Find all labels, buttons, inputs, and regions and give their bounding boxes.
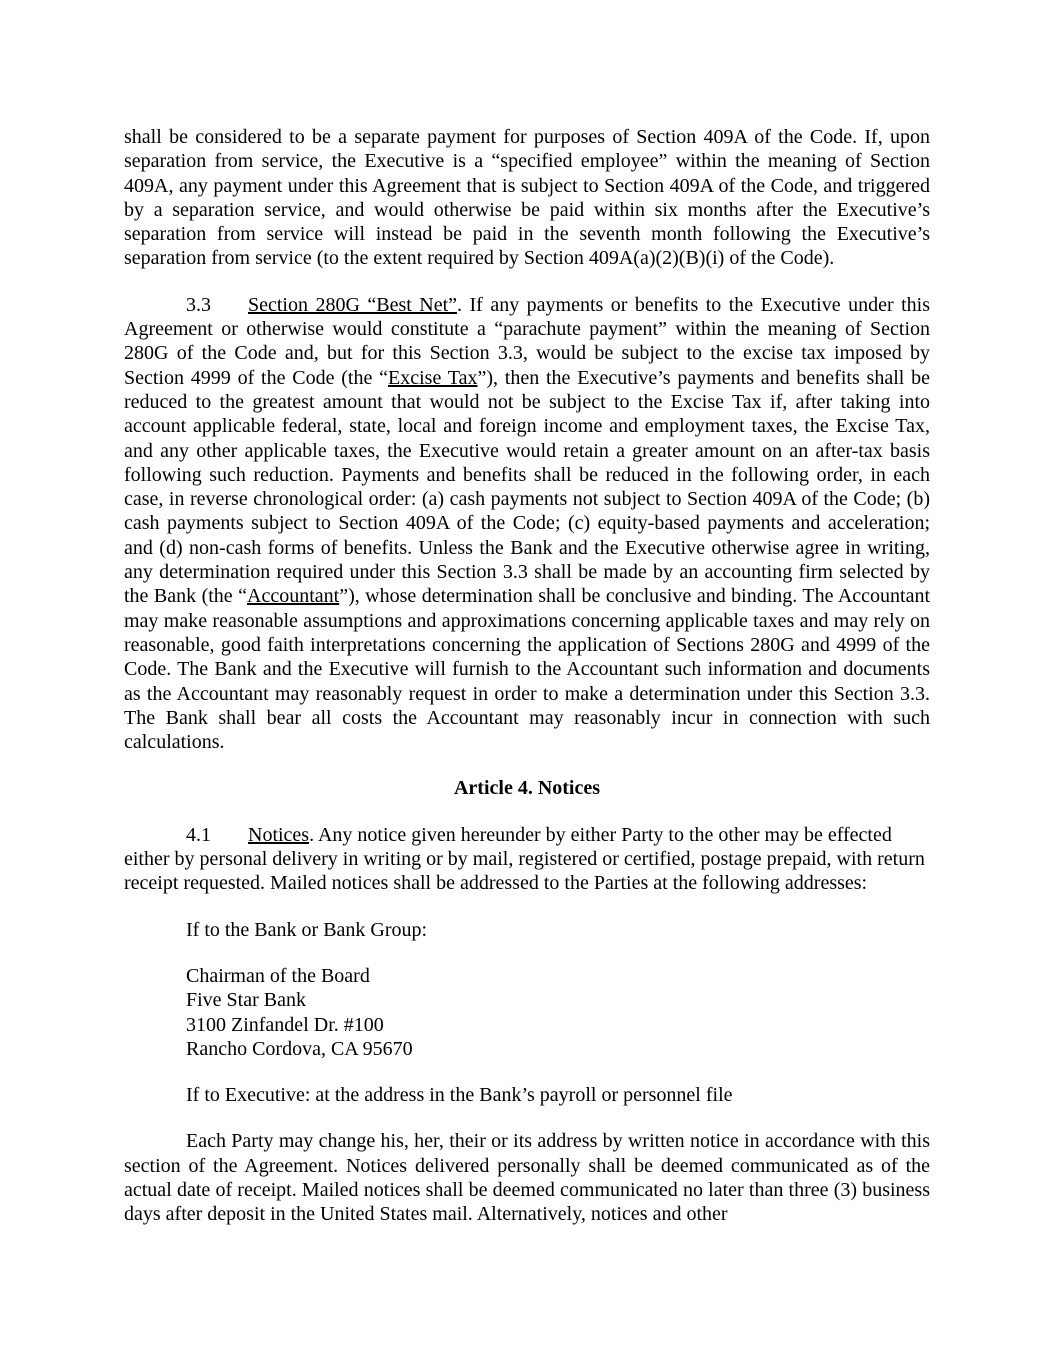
section-3-3-text-3: ”), whose determination shall be conclusive and binding. The Accountant may make reasonable assumptions and approximations concerning applicable taxes and may rely on reasonable, good faith interpretations concerning the application of Sections 280G and 4999 of the Code. The Bank and the Executive will furnish to the Accountant such information and documents as the Accountant may reasonably request in order to make a determination under this Section 3.3. The Bank shall bear all costs the Accountant may reasonably incur in connection with such calculations.	[124, 585, 930, 754]
paragraph-409a-continuation	[124, 125, 930, 271]
section-4-1-number: 4.1	[186, 823, 211, 846]
section-3-3-text-2: ”), then the Executive’s payments and benefits shall be reduced to the greatest amount that would not be subject to the Excise Tax if, after taking into account applicable federal, state, local and foreign income and employment taxes, the Excise Tax, and any other applicable taxes, the Executive would retain a greater amount on an after-tax basis following such reduction. Payments and benefits shall be reduced in the following order, in each case, in reverse chronological order: (a) cash payments not subject to Section 409A of the Code; (b) cash payments subject to Section 409A of the Code; (c) equity-based payments and acceleration; and (d) non-cash forms of benefits. Unless the Bank and the Executive otherwise agree in writing, any determination required under this Section 3.3 shall be made by an accounting firm selected by the Bank (the “	[124, 366, 930, 608]
bank-address-intro: If to the Bank or Bank Group:	[186, 918, 428, 941]
address-line-city: Rancho Cordova, CA 95670	[186, 1037, 413, 1060]
bank-address-block	[186, 964, 930, 1061]
defined-term-excise-tax: Excise Tax	[388, 366, 478, 389]
section-3-3-title: Section 280G “Best Net”	[248, 293, 458, 316]
section-3-3-text-1: . If any payments or benefits to the Executive under this Agreement or otherwise would constitute a “parachute payment” within the meaning of Section 280G of the Code and, but for this Section 3.3, would be subject to the excise tax imposed by Section 4999 of the Code (the “	[124, 293, 930, 389]
address-line-company: Five Star Bank	[186, 989, 306, 1012]
address-line-recipient: Chairman of the Board	[186, 964, 370, 987]
paragraph-section-3-3	[124, 293, 930, 755]
address-line-street: 3100 Zinfandel Dr. #100	[186, 1013, 384, 1036]
article-4-heading: Article 4. Notices	[453, 777, 601, 800]
paragraph-409a-text: shall be considered to be a separate payment for purposes of Section 409A of the Code. If, upon separation from service, the Executive is a “specified employee” within the meaning of Section 409A, any payment under this Agreement that is subject to Section 409A of the Code, and triggered by a separation service, and would otherwise be paid within six months after the Executive’s separation from service will instead be paid in the seventh month following the Executive’s separation from service (to the extent required by Section 409A(a)(2)(B)(i) of the Code).	[124, 126, 930, 270]
section-3-3-number: 3.3	[186, 293, 211, 316]
section-4-1-title: Notices	[248, 823, 310, 846]
executive-address-line: If to Executive: at the address in the Bank’s payroll or personnel file	[186, 1084, 733, 1107]
paragraph-section-4-1	[124, 823, 930, 896]
section-4-1-text: . Any notice given hereunder by either Party to the other may be effected either by personal delivery in writing or by mail, registered or certified, postage prepaid, with return receipt requested. Mailed notices shall be addressed to the Parties at the following addresses:	[124, 823, 925, 895]
defined-term-accountant: Accountant	[247, 585, 340, 608]
paragraph-address-change	[124, 1129, 930, 1226]
paragraph-address-change-text: Each Party may change his, her, their or its address by written notice in accordance with this section of the Agreement. Notices delivered personally shall be deemed communicated as of the actual date of receipt. Mailed notices shall be deemed communicated no later than three (3) business days after deposit in the United States mail. Alternatively, notices and other	[124, 1130, 930, 1226]
